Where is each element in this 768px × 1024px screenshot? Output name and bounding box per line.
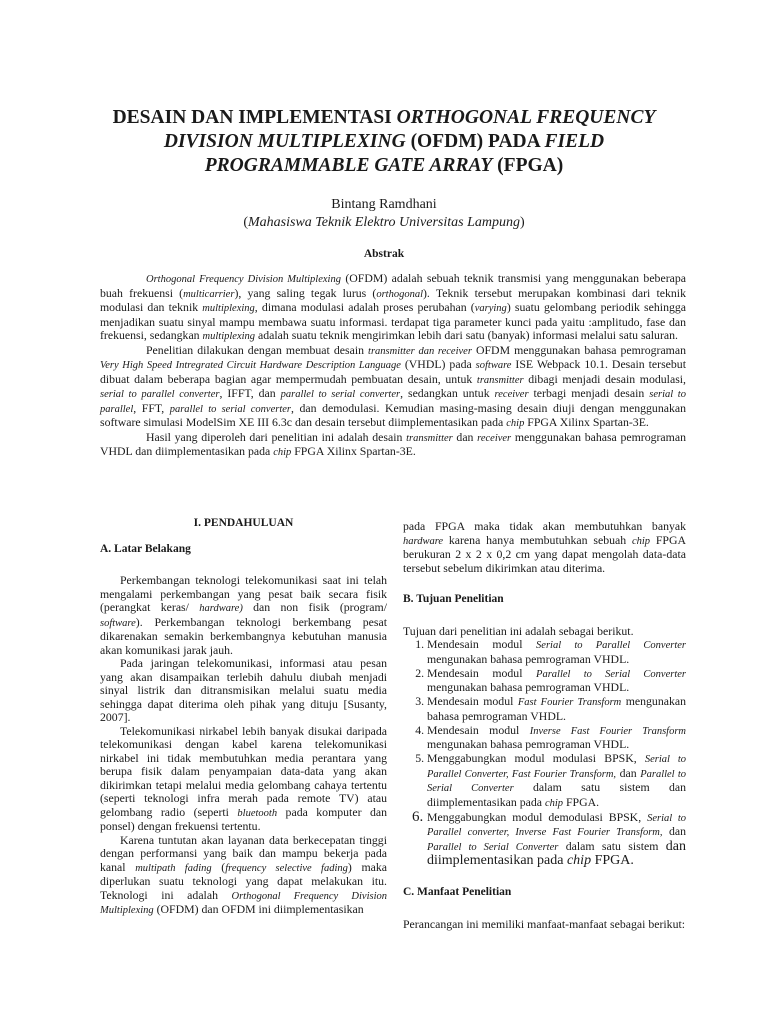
- section-heading-pendahuluan: I. PENDAHULUAN: [193, 517, 294, 529]
- list-item: 3. Mendesain modul Fast Fourier Transform mengunakan bahasa pemrograman VHDL.: [427, 695, 686, 723]
- body-paragraph: Telekomunikasi nirkabel lebih banyak disukai daripada telekomunikasi dengan kabel karena telekomunikasi nirkabel ini tidak membutuhkan media perantara yang berupa fisik dalam penyampaian data-data yang akan dikirimkan tetapi melalui media gelombang cahaya tertentu (seperti teknologi infra merah pada remote TV) atau gelombang radio (seperti bluetooth pada komputer dan ponsel) dengan frekuensi tertentu.: [100, 723, 387, 833]
- paper-title: DESAIN DAN IMPLEMENTASI ORTHOGONAL FREQUENCY DIVISION MULTIPLEXING (OFDM) PADA FIELD PROGRAMMABLE GATE ARRAY (FPGA): [112, 107, 656, 176]
- list-item: 5. Menggabungkan modul modulasi BPSK, Serial to Parallel Converter, Fast Fourier Transform, dan Parallel to Serial Converter dalam satu sistem dan diimplementasikan pada chip FPGA.: [427, 752, 686, 810]
- abstract-body: [100, 268, 686, 460]
- body-paragraph: Perkembangan teknologi telekomunikasi saat ini telah mengalami perkembangan yang pesat baik secara fisik (perangkat keras/ hardware) dan non fisik (program/ software). Perkembangan teknologi berkembang pesat dikarenakan semakin berkembangnya kebutuhan manusia akan komunikasi jarak jauh.: [100, 573, 387, 657]
- list-item: 6. Menggabungkan modul demodulasi BPSK, Serial to Parallel converter, Inverse Fast Fourier Transform, dan Parallel to Serial Converter dalam satu sistem dan diimplementasikan pada chip FPGA.: [427, 811, 686, 868]
- list-item: 1. Mendesain modul Serial to Parallel Converter mengunakan bahasa pemrograman VHDL.: [427, 638, 686, 666]
- list-item: 2. Mendesain modul Parallel to Serial Converter mengunakan bahasa pemrograman VHDL.: [427, 667, 686, 695]
- abstract-paragraph-1: Orthogonal Frequency Division Multiplexing (OFDM) adalah sebuah teknik transmisi yang menggunakan beberapa buah frekuensi (multicarrier), yang saling tegak lurus (orthogonal). Teknik tersebut merupakan kombinasi dari teknik modulasi dan teknik multiplexing, dimana modulasi adalah proses perubahan (varying) suatu gelombang periodik sehingga menjadikan suatu sinyal mampu membawa suatu informasi. terdapat tiga parameter kunci pada yaitu :amplitudo, fase dan frekuensi, sedangkan multiplexing adalah suatu teknik mengirimkan lebih dari satu (banyak) informasi melalui satu saluran.: [100, 271, 686, 342]
- subheading-manfaat-penelitian: C. Manfaat Penelitian: [403, 886, 512, 898]
- subheading-tujuan-penelitian: B. Tujuan Penelitian: [403, 593, 504, 605]
- author-name: Bintang Ramdhani: [331, 197, 437, 212]
- abstract-paragraph-3: Hasil yang diperoleh dari penelitian ini adalah desain transmitter dan receiver menggunakan bahasa pemrograman VHDL dan diimplementasikan pada chip FPGA Xilinx Spartan-3E.: [100, 429, 686, 458]
- body-paragraph: pada FPGA maka tidak akan membutuhkan banyak hardware karena hanya membutuhkan sebuah chip FPGA berukuran 2 x 2 x 0,2 cm yang dapat mengolah data-data tersebut sebelum dikirimkan atau diterima.: [403, 519, 686, 575]
- body-paragraph: Perancangan ini memiliki manfaat-manfaat sebagai berikut:: [403, 916, 686, 931]
- body-paragraph: Pada jaringan telekomunikasi, informasi atau pesan yang akan disampaikan terlebih dahulu diubah menjadi sinyal listrik dan ditransmisikan melalui suatu media sehingga dapat diterima oleh pihak yang dituju [Susanty, 2007].: [100, 656, 387, 724]
- abstract-heading: Abstrak: [363, 248, 405, 260]
- objectives-list: [403, 638, 686, 868]
- right-column: [403, 520, 686, 931]
- left-column: [100, 517, 387, 918]
- subheading-latar-belakang: A. Latar Belakang: [100, 542, 191, 555]
- abstract-paragraph-2: Penelitian dilakukan dengan membuat desain transmitter dan receiver OFDM menggunakan bahasa pemrograman Very High Speed Intregrated Circuit Hardware Description Language (VHDL) pada software ISE Webpack 10.1. Desain tersebut dibuat dalam beberapa bagian agar mempermudah pembuatan desain, untuk transmitter dibagi menjadi desain modulasi, serial to parallel converter, IFFT, dan parallel to serial converter, sedangkan untuk receiver terbagi menjadi desain serial to parallel, FFT, parallel to serial converter, dan demodulasi. Kemudian masing-masing desain diuji dengan menggunakan software simulasi ModelSim XE III 6.3c dan desain tersebut diimplementasikan pada chip FPGA Xilinx Spartan-3E.: [100, 342, 687, 429]
- author-affiliation: (Mahasiswa Teknik Elektro Universitas Lampung): [243, 215, 525, 230]
- list-item: 4. Mendesain modul Inverse Fast Fourier Transform mengunakan bahasa pemrograman VHDL.: [427, 724, 686, 752]
- body-paragraph: Karena tuntutan akan layanan data berkecepatan tinggi dengan performansi yang baik dan mampu bekerja pada kanal multipath fading (frequency selective fading) maka diperlukan suatu teknologi yang dapat melakukan itu. Teknologi ini adalah Orthogonal Frequency Division Multiplexing (OFDM) dan OFDM ini diimplementasikan: [100, 832, 387, 916]
- body-paragraph: Tujuan dari penelitian ini adalah sebagai berikut.: [403, 623, 634, 638]
